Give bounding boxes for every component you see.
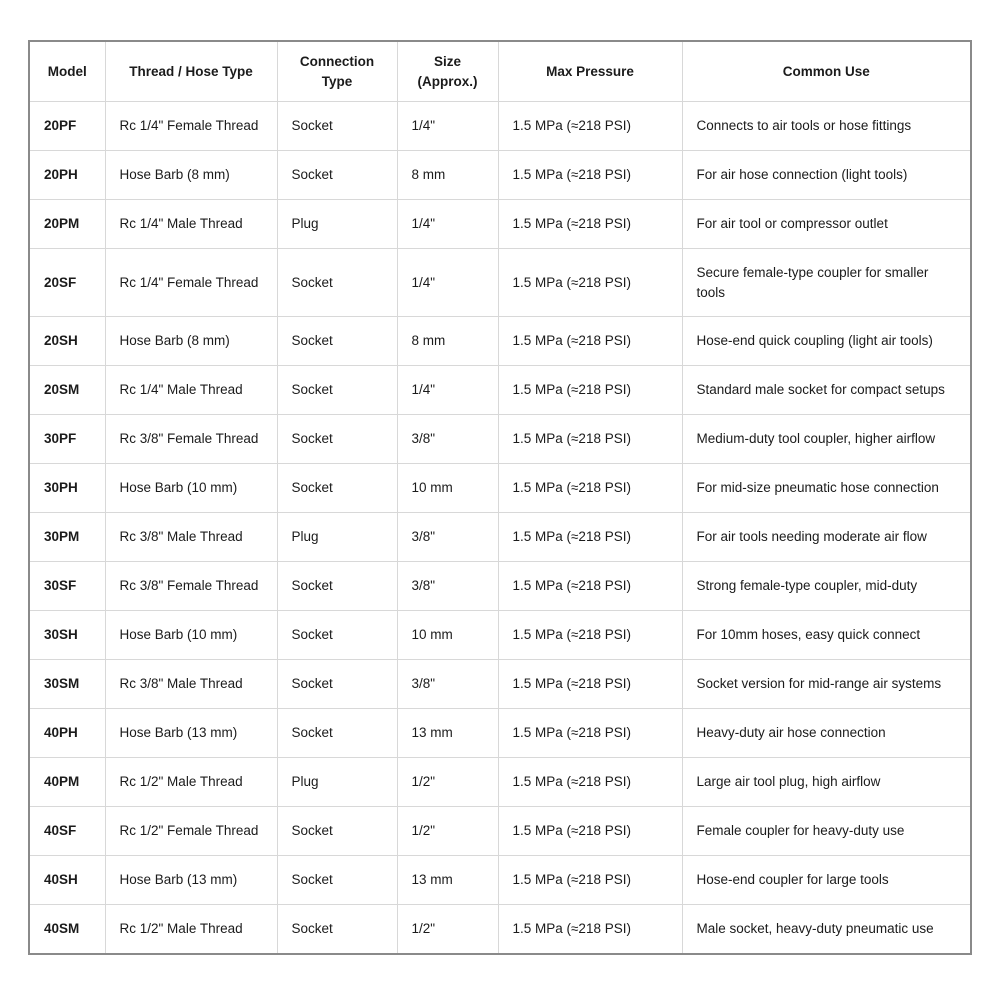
cell-max-pressure: 1.5 MPa (≈218 PSI) [498,611,682,660]
cell-thread-hose-type: Rc 1/4" Male Thread [105,200,277,249]
cell-size: 1/4" [397,102,498,151]
cell-connection-type: Socket [277,856,397,905]
cell-connection-type: Socket [277,415,397,464]
cell-size: 10 mm [397,611,498,660]
cell-size: 3/8" [397,415,498,464]
table-row [29,102,971,151]
table-row [29,415,971,464]
cell-connection-type: Socket [277,807,397,856]
cell-model: 30SH [29,611,105,660]
cell-common-use: Socket version for mid-range air systems [682,660,971,709]
column-header-connection-type: Connection Type [277,41,397,102]
cell-connection-type: Plug [277,200,397,249]
cell-max-pressure: 1.5 MPa (≈218 PSI) [498,415,682,464]
cell-model: 30PM [29,513,105,562]
cell-connection-type: Socket [277,611,397,660]
cell-connection-type: Socket [277,249,397,317]
cell-common-use: Hose-end coupler for large tools [682,856,971,905]
table-row [29,611,971,660]
cell-model: 40PH [29,709,105,758]
cell-model: 20SM [29,366,105,415]
cell-max-pressure: 1.5 MPa (≈218 PSI) [498,151,682,200]
table-row [29,249,971,317]
cell-thread-hose-type: Hose Barb (8 mm) [105,317,277,366]
cell-model: 40SM [29,905,105,954]
cell-common-use: Secure female-type coupler for smaller tools [682,249,971,317]
cell-model: 20PM [29,200,105,249]
table-row [29,151,971,200]
cell-connection-type: Socket [277,660,397,709]
column-header-size-approx: Size (Approx.) [397,41,498,102]
column-header-common-use: Common Use [682,41,971,102]
table-row [29,464,971,513]
cell-thread-hose-type: Rc 1/2" Female Thread [105,807,277,856]
cell-common-use: Connects to air tools or hose fittings [682,102,971,151]
cell-max-pressure: 1.5 MPa (≈218 PSI) [498,513,682,562]
cell-thread-hose-type: Rc 3/8" Female Thread [105,415,277,464]
cell-size: 3/8" [397,513,498,562]
table-row [29,758,971,807]
cell-size: 1/2" [397,905,498,954]
cell-max-pressure: 1.5 MPa (≈218 PSI) [498,562,682,611]
cell-common-use: For 10mm hoses, easy quick connect [682,611,971,660]
table-row [29,856,971,905]
cell-thread-hose-type: Hose Barb (13 mm) [105,856,277,905]
cell-thread-hose-type: Hose Barb (10 mm) [105,611,277,660]
cell-connection-type: Socket [277,905,397,954]
cell-common-use: Medium-duty tool coupler, higher airflow [682,415,971,464]
cell-model: 30SF [29,562,105,611]
table-row [29,317,971,366]
table-header-row [29,41,971,102]
table-row [29,905,971,954]
cell-size: 8 mm [397,317,498,366]
cell-max-pressure: 1.5 MPa (≈218 PSI) [498,758,682,807]
cell-size: 1/4" [397,366,498,415]
cell-model: 30SM [29,660,105,709]
column-header-model: Model [29,41,105,102]
cell-thread-hose-type: Rc 3/8" Male Thread [105,660,277,709]
cell-max-pressure: 1.5 MPa (≈218 PSI) [498,249,682,317]
cell-thread-hose-type: Hose Barb (8 mm) [105,151,277,200]
table-row [29,660,971,709]
cell-connection-type: Socket [277,102,397,151]
cell-thread-hose-type: Rc 1/2" Male Thread [105,758,277,807]
cell-max-pressure: 1.5 MPa (≈218 PSI) [498,660,682,709]
cell-common-use: Heavy-duty air hose connection [682,709,971,758]
cell-model: 40PM [29,758,105,807]
cell-connection-type: Socket [277,562,397,611]
cell-size: 13 mm [397,856,498,905]
cell-model: 40SH [29,856,105,905]
cell-model: 30PF [29,415,105,464]
table-row [29,807,971,856]
cell-thread-hose-type: Rc 1/4" Female Thread [105,249,277,317]
cell-connection-type: Socket [277,317,397,366]
cell-max-pressure: 1.5 MPa (≈218 PSI) [498,709,682,758]
cell-model: 40SF [29,807,105,856]
cell-size: 13 mm [397,709,498,758]
cell-model: 30PH [29,464,105,513]
cell-size: 10 mm [397,464,498,513]
cell-connection-type: Socket [277,709,397,758]
cell-thread-hose-type: Rc 3/8" Male Thread [105,513,277,562]
column-header-thread-hose-type: Thread / Hose Type [105,41,277,102]
cell-size: 1/2" [397,807,498,856]
table-row [29,200,971,249]
cell-max-pressure: 1.5 MPa (≈218 PSI) [498,464,682,513]
column-header-max-pressure: Max Pressure [498,41,682,102]
cell-thread-hose-type: Rc 1/2" Male Thread [105,905,277,954]
cell-model: 20SH [29,317,105,366]
cell-common-use: For mid-size pneumatic hose connection [682,464,971,513]
cell-connection-type: Socket [277,464,397,513]
cell-size: 3/8" [397,562,498,611]
cell-thread-hose-type: Rc 1/4" Female Thread [105,102,277,151]
cell-common-use: Male socket, heavy-duty pneumatic use [682,905,971,954]
cell-common-use: Hose-end quick coupling (light air tools) [682,317,971,366]
cell-thread-hose-type: Rc 1/4" Male Thread [105,366,277,415]
table-row [29,513,971,562]
cell-size: 1/4" [397,200,498,249]
cell-max-pressure: 1.5 MPa (≈218 PSI) [498,200,682,249]
cell-common-use: Strong female-type coupler, mid-duty [682,562,971,611]
spec-table [28,40,972,955]
cell-model: 20PF [29,102,105,151]
cell-common-use: For air hose connection (light tools) [682,151,971,200]
cell-common-use: Large air tool plug, high airflow [682,758,971,807]
cell-common-use: For air tool or compressor outlet [682,200,971,249]
cell-max-pressure: 1.5 MPa (≈218 PSI) [498,807,682,856]
table-row [29,562,971,611]
cell-size: 1/4" [397,249,498,317]
cell-max-pressure: 1.5 MPa (≈218 PSI) [498,905,682,954]
cell-size: 3/8" [397,660,498,709]
cell-connection-type: Socket [277,366,397,415]
cell-thread-hose-type: Hose Barb (13 mm) [105,709,277,758]
cell-max-pressure: 1.5 MPa (≈218 PSI) [498,102,682,151]
cell-model: 20PH [29,151,105,200]
cell-thread-hose-type: Hose Barb (10 mm) [105,464,277,513]
cell-common-use: For air tools needing moderate air flow [682,513,971,562]
table-row [29,709,971,758]
cell-size: 8 mm [397,151,498,200]
cell-max-pressure: 1.5 MPa (≈218 PSI) [498,366,682,415]
cell-connection-type: Plug [277,758,397,807]
cell-common-use: Female coupler for heavy-duty use [682,807,971,856]
cell-connection-type: Socket [277,151,397,200]
table-row [29,366,971,415]
cell-max-pressure: 1.5 MPa (≈218 PSI) [498,317,682,366]
cell-model: 20SF [29,249,105,317]
cell-size: 1/2" [397,758,498,807]
cell-common-use: Standard male socket for compact setups [682,366,971,415]
cell-thread-hose-type: Rc 3/8" Female Thread [105,562,277,611]
cell-connection-type: Plug [277,513,397,562]
cell-max-pressure: 1.5 MPa (≈218 PSI) [498,856,682,905]
